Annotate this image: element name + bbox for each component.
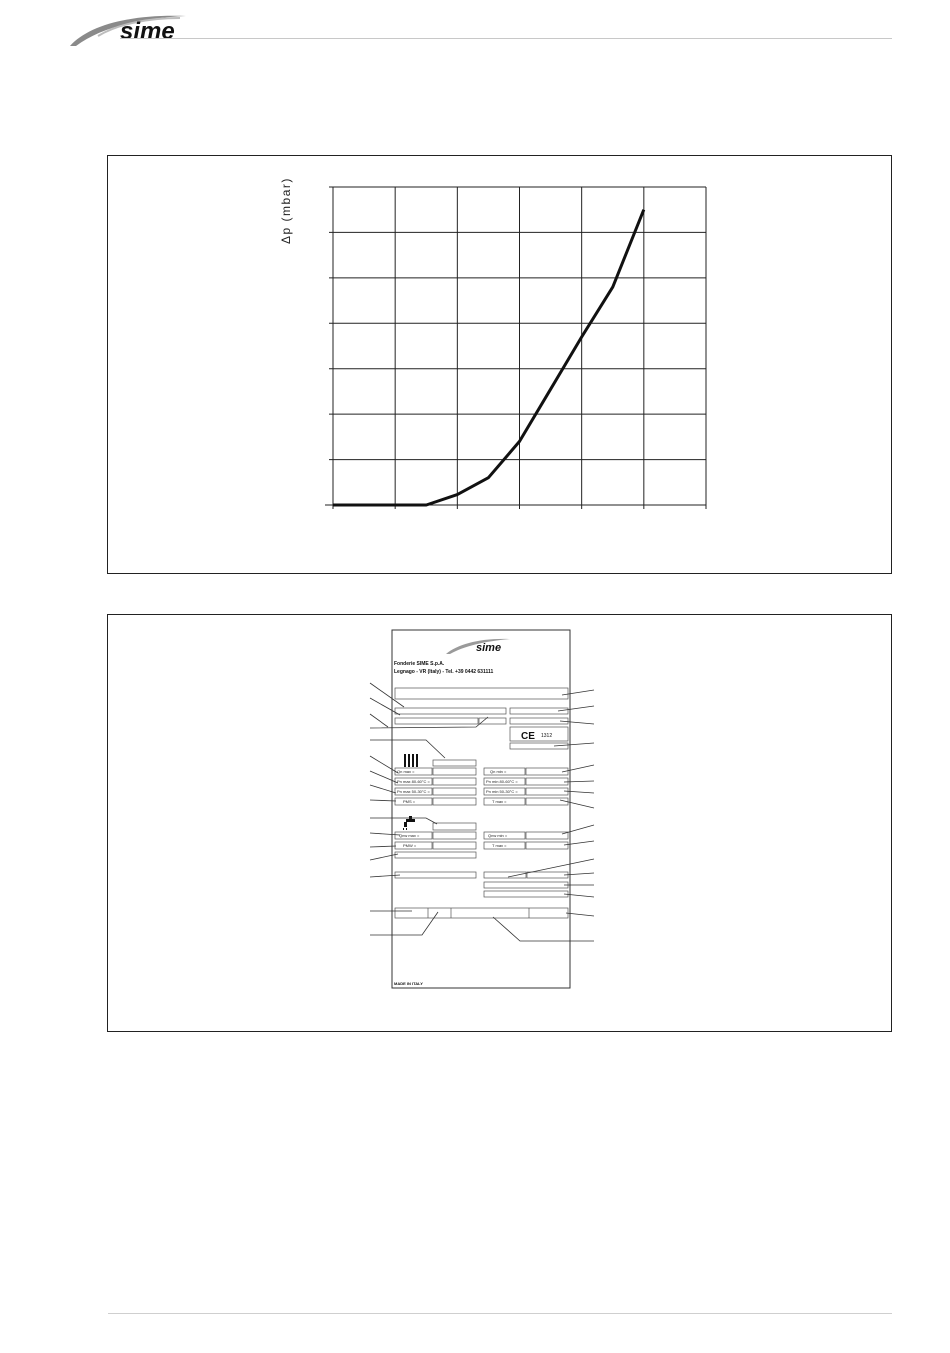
dataplate-drawing <box>108 615 891 1031</box>
brand-name: sime <box>120 18 175 45</box>
label-qnw-max: Qnw max = <box>399 833 420 838</box>
label-t-max-dhw: T max = <box>492 843 507 848</box>
plate-company: Fonderie SIME S.p.A. <box>394 661 445 667</box>
made-in-italy: MADE IN ITALY <box>394 981 423 986</box>
label-pn-min: Pn min 80-60°C = <box>486 779 518 784</box>
label-pn-max: Pn max 80-60°C = <box>397 779 430 784</box>
plate-address: Legnago - VR (Italy) - Tel. +39 0442 631111 <box>394 669 494 675</box>
label-pms: PMS = <box>403 799 416 804</box>
label-pmw: PMW = <box>403 843 417 848</box>
label-qn-min: Qn min = <box>490 769 507 774</box>
pressure-loss-chart-frame <box>107 155 892 574</box>
chart-grid <box>325 187 706 509</box>
dataplate-outline <box>392 630 570 988</box>
ce-number: 1312 <box>541 733 553 739</box>
header-divider <box>120 38 892 39</box>
label-pn-max-cond: Pn max 50-30°C = <box>397 789 430 794</box>
plate-brand-name: sime <box>476 642 502 654</box>
label-qn-max: Qn max = <box>397 769 415 774</box>
dataplate-figure-frame <box>107 614 892 1032</box>
label-t-max-heating: T max = <box>492 799 507 804</box>
y-axis-label: Δp (mbar) <box>279 177 293 244</box>
ce-mark: CE <box>521 731 535 742</box>
footer-divider <box>108 1313 892 1314</box>
pressure-loss-chart <box>108 156 891 573</box>
label-qnw-min: Qnw min = <box>488 833 508 838</box>
pressure-curve <box>333 210 644 505</box>
sime-logo <box>68 8 208 50</box>
label-pn-min-cond: Pn min 50-30°C = <box>486 789 518 794</box>
sime-logo-swoosh <box>68 8 208 50</box>
